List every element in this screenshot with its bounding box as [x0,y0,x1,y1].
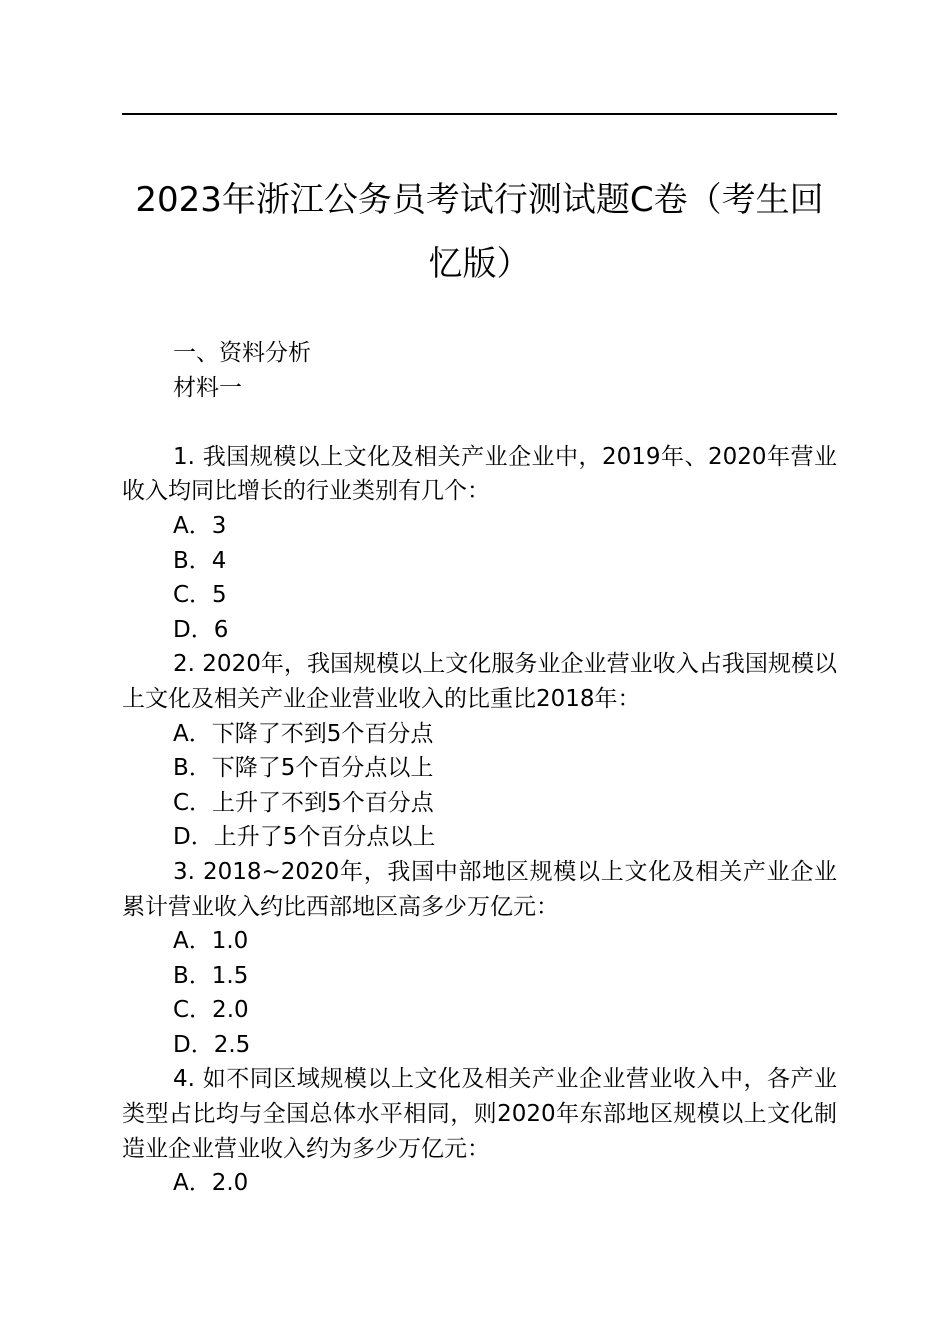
question-1 [122,440,837,648]
question-option: B．4 [173,547,227,574]
question-option: C．2.0 [173,997,249,1024]
question-option: D．上升了5个百分点以上 [173,824,436,851]
question-option: D．6 [173,616,229,643]
question-stem: 2. 2020年，我国规模以上文化服务业企业营业收入占我国规模以上文化及相关产业企业营业收入的比重比2018年： [122,651,837,712]
question-option: A．1.0 [173,928,249,955]
question-option: B．1.5 [173,962,249,989]
question-option: B．下降了5个百分点以上 [173,755,434,782]
question-option: A．3 [173,512,227,539]
question-option: A．2.0 [173,1170,249,1197]
document-title: 2023年浙江公务员考试行测试题C卷（考生回忆版） [135,180,824,284]
question-option: C．5 [173,582,227,609]
document-body [122,336,837,1201]
question-stem: 4. 如不同区域规模以上文化及相关产业企业营业收入中，各产业类型占比均与全国总体水平相同，则2020年东部地区规模以上文化制造业企业营业收入约为多少万亿元： [122,1066,837,1162]
material-label: 材料一 [173,374,242,401]
question-3 [122,855,837,1063]
question-stem: 3. 2018~2020年，我国中部地区规模以上文化及相关产业企业累计营业收入约比西部地区高多少万亿元： [122,858,837,920]
question-4 [122,1062,837,1200]
question-stem: 1. 我国规模以上文化及相关产业企业中，2019年、2020年营业收入均同比增长的行业类别有几个： [122,443,837,505]
blank-line [122,405,837,440]
question-option: C．上升了不到5个百分点 [173,789,434,816]
section-heading: 一、资料分析 [173,340,311,366]
header-rule [122,113,837,115]
question-option: D．2.5 [173,1031,251,1058]
question-option: A．下降了不到5个百分点 [173,720,434,747]
question-2 [122,647,837,855]
